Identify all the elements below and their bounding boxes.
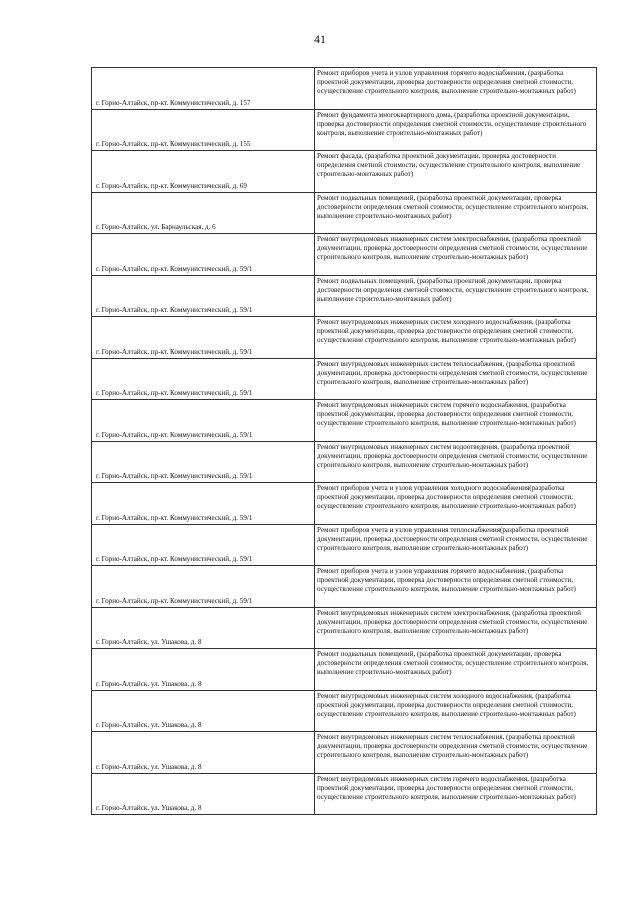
table-row: [92, 109, 597, 151]
page-number: 41: [314, 32, 326, 46]
address-cell: г. Горно-Алтайск, пр-кт. Коммунистический, д. 157: [92, 68, 315, 110]
address-cell: г. Горно-Алтайск, ул. Ушакова, д. 8: [92, 732, 315, 774]
table-row: [92, 358, 597, 400]
table-row: [92, 441, 597, 483]
address-cell: г. Горно-Алтайск, пр-кт. Коммунистический, д. 59/1: [92, 400, 315, 442]
address-cell: г. Горно-Алтайск, пр-кт. Коммунистический, д. 155: [92, 109, 315, 151]
address-cell: г. Горно-Алтайск, ул. Ушакова, д. 8: [92, 649, 315, 691]
address-cell: г. Горно-Алтайск, пр-кт. Коммунистический, д. 59/1: [92, 275, 315, 317]
work-description-cell: Ремонт фасада, (разработка проектной документации, проверка достоверности определения сметной стоимости, осуществление строительного контроля, выполнение строительно-монтажных работ): [315, 151, 597, 193]
table-row: [92, 649, 597, 691]
work-description-cell: Ремонт приборов учета и узлов управления горячего водоснабжения, (разработка проектной документации, проверка достоверности определения сметной стоимости, осуществление строительного контроля, выполнение строительно-монтажных работ): [315, 68, 597, 110]
work-description-cell: Ремонт внутридомовых инженерных систем теплоснабжения, (разработка проектной документации, проверка достоверности определения сметной стоимости, осуществление строительного контроля, выполнение строительно-монтажных работ): [315, 358, 597, 400]
work-description-cell: Ремонт внутридомовых инженерных систем горячего водоснабжения, (разработка проектной документации, проверка достоверности определения сметной стоимости, осуществление строительного контроля, выполнение строительно-монтажных работ): [315, 400, 597, 442]
repair-works-table: [91, 67, 597, 815]
table-row: [92, 690, 597, 732]
work-description-cell: Ремонт внутридомовых инженерных систем холодного водоснабжения, (разработка проектной документации, проверка достоверности определения сметной стоимости, осуществление строительного контроля, выполнение строительно-монтажных работ): [315, 317, 597, 359]
table-row: [92, 524, 597, 566]
address-cell: г. Горно-Алтайск, пр-кт. Коммунистический, д. 59/1: [92, 441, 315, 483]
address-cell: г. Горно-Алтайск, ул. Ушакова, д. 8: [92, 773, 315, 815]
work-description-cell: Ремонт внутридомовых инженерных систем водоотведения, (разработка проектной документации, проверка достоверности определения сметной стоимости, осуществление строительного контроля, выполнение строительно-монтажных работ): [315, 441, 597, 483]
address-cell: г. Горно-Алтайск, ул. Ушакова, д. 8: [92, 690, 315, 732]
address-cell: г. Горно-Алтайск, ул. Барнаульская, д. 6: [92, 192, 315, 234]
table-row: [92, 566, 597, 608]
work-description-cell: Ремонт фундамента многоквартирного дома, (разработка проектной документации, проверка достоверности определения сметной стоимости, осуществление строительного контроля, выполнение строительно-монтажных работ): [315, 109, 597, 151]
table-row: [92, 400, 597, 442]
address-cell: г. Горно-Алтайск, пр-кт. Коммунистический, д. 59/1: [92, 566, 315, 608]
address-cell: г. Горно-Алтайск, пр-кт. Коммунистический, д. 69: [92, 151, 315, 193]
address-cell: г. Горно-Алтайск, пр-кт. Коммунистический, д. 59/1: [92, 524, 315, 566]
address-cell: г. Горно-Алтайск, пр-кт. Коммунистический, д. 59/1: [92, 234, 315, 276]
work-description-cell: Ремонт подвальных помещений, (разработка проектной документации, проверка достоверности определения сметной стоимости, осуществление строительного контроля, выполнение строительно-монтажных работ): [315, 275, 597, 317]
address-cell: г. Горно-Алтайск, ул. Ушакова, д. 8: [92, 607, 315, 649]
table-row: [92, 732, 597, 774]
address-cell: г. Горно-Алтайск, пр-кт. Коммунистический, д. 59/1: [92, 358, 315, 400]
table-row: [92, 483, 597, 525]
table-row: [92, 234, 597, 276]
address-cell: г. Горно-Алтайск, пр-кт. Коммунистический, д. 59/1: [92, 483, 315, 525]
work-description-cell: Ремонт внутридомовых инженерных систем теплоснабжения, (разработка проектной документации, проверка достоверности определения сметной стоимости, осуществление строительного контроля, выполнение строительно-монтажных работ): [315, 732, 597, 774]
table-row: [92, 607, 597, 649]
work-description-cell: Ремонт внутридомовых инженерных систем холодного водоснабжения, (разработка проектной документации, проверка достоверности определения сметной стоимости, осуществление строительного контроля, выполнение строительно-монтажных работ): [315, 690, 597, 732]
work-description-cell: Ремонт внутридомовых инженерных систем электроснабжения, (разработка проектной документации, проверка достоверности определения сметной стоимости, осуществление строительного контроля, выполнение строительно-монтажных работ): [315, 607, 597, 649]
table-row: [92, 192, 597, 234]
address-cell: г. Горно-Алтайск, пр-кт. Коммунистический, д. 59/1: [92, 317, 315, 359]
table-row: [92, 317, 597, 359]
work-description-cell: Ремонт приборов учета и узлов управления теплоснабжения(разработка проектной документации, проверка достоверности определения сметной стоимости, осуществление строительного контроля, выполнение строительно-монтажных работ): [315, 524, 597, 566]
table-row: [92, 773, 597, 815]
work-description-cell: Ремонт приборов учета и узлов управления горячего водоснабжения, (разработка проектной документации, проверка достоверности определения сметной стоимости, осуществление строительного контроля, выполнение строительно-монтажных работ): [315, 566, 597, 608]
work-description-cell: Ремонт подвальных помещений, (разработка проектной документации, проверка достоверности определения сметной стоимости, осуществление строительного контроля, выполнение строительно-монтажных работ): [315, 192, 597, 234]
table-row: [92, 68, 597, 110]
work-description-cell: Ремонт подвальных помещений, (разработка проектной документации, проверка достоверности определения сметной стоимости, осуществление строительного контроля, выполнение строительно-монтажных работ): [315, 649, 597, 691]
table-body: [92, 68, 597, 815]
work-description-cell: Ремонт приборов учета и узлов управления холодного водоснабжения(разработка проектной документации, проверка достоверности определения сметной стоимости, осуществление строительного контроля, выполнение строительно-монтажных работ): [315, 483, 597, 525]
work-description-cell: Ремонт внутридомовых инженерных систем горячего водоснабжения, (разработка проектной документации, проверка достоверности определения сметной стоимости, осуществление строительного контроля, выполнение строительно-монтажных работ): [315, 773, 597, 815]
work-description-cell: Ремонт внутридомовых инженерных систем электроснабжения, (разработка проектной документации, проверка достоверности определения сметной стоимости, осуществление строительного контроля, выполнение строительно-монтажных работ): [315, 234, 597, 276]
table-row: [92, 275, 597, 317]
table-row: [92, 151, 597, 193]
